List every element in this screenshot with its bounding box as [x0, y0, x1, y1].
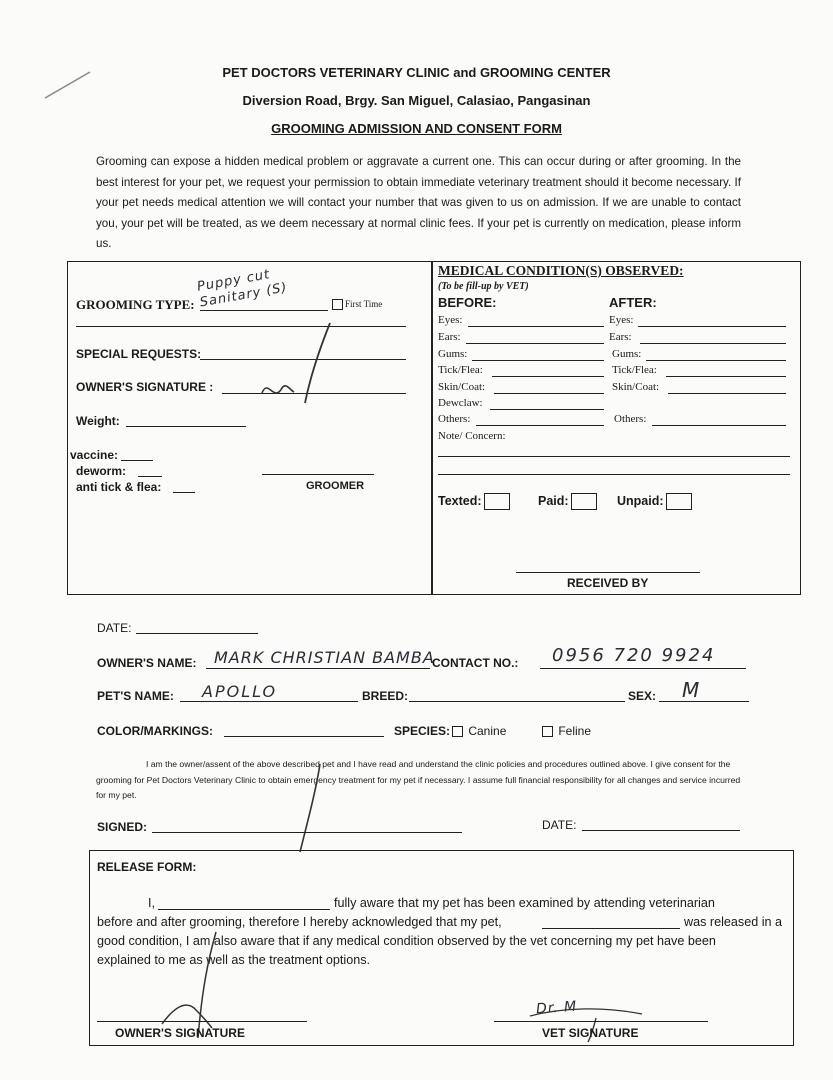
after-item: Skin/Coat: [612, 381, 660, 393]
texted-checkbox[interactable] [484, 493, 510, 510]
texted-field[interactable] [438, 493, 510, 510]
pets-name-label: PET'S NAME: [97, 689, 174, 703]
medical-panel [431, 261, 801, 595]
contact-label: CONTACT NO.: [432, 656, 519, 670]
feline-option[interactable] [542, 724, 591, 738]
vet-signature-label: VET SIGNATURE [542, 1026, 639, 1040]
release-text-line1: fully aware that my pet has been examined by attending veterinarian [334, 896, 715, 910]
consent-date-line[interactable] [582, 830, 740, 831]
after-line[interactable] [668, 393, 786, 394]
anti-tick-label: anti tick & flea: [76, 480, 162, 494]
vaccine-label: vaccine: [70, 448, 119, 462]
before-line[interactable] [494, 393, 604, 394]
owner-release-signature-label: OWNER'S SIGNATURE [115, 1026, 245, 1040]
feline-label: Feline [558, 724, 592, 738]
paid-label: Paid: [538, 493, 569, 508]
before-item: Eyes: [438, 314, 463, 326]
intro-paragraph: Grooming can expose a hidden medical problem or aggravate a current one. This can occur during or after grooming. In the best interest for your pet, we request your permission to obtain immediate veterinary treatment should it become necessary. If your pet needs medical attention we will contact your number that was given to us on admission. If we are unable to contact you, your pet will be treated, as we deem necessary at normal clinic fees. If your pet is currently on medication, please inform us. [96, 155, 741, 250]
groomer-label: GROOMER [306, 480, 365, 492]
after-line[interactable] [640, 343, 786, 344]
sex-label: SEX: [628, 689, 657, 703]
before-item: Skin/Coat: [438, 381, 486, 393]
special-requests-label: SPECIAL REQUESTS: [76, 347, 202, 361]
date-line[interactable] [136, 633, 258, 634]
owner-signature-label: OWNER'S SIGNATURE : [76, 380, 214, 394]
contact-input[interactable]: 0956 720 9924 [552, 645, 716, 666]
canine-option[interactable] [452, 724, 506, 738]
release-name-line[interactable] [158, 909, 330, 910]
species-label: SPECIES: [394, 724, 451, 738]
release-pet-line[interactable] [542, 928, 680, 929]
clinic-name: PET DOCTORS VETERINARY CLINIC and GROOMING CENTER [222, 65, 611, 80]
contact-line [540, 668, 746, 669]
vaccine-line[interactable] [121, 460, 153, 461]
signed-label: SIGNED: [97, 820, 148, 834]
after-line[interactable] [646, 360, 786, 361]
note-line[interactable] [438, 474, 790, 475]
after-item: Ears: [609, 331, 632, 343]
breed-line[interactable] [409, 701, 625, 702]
handwritten-stroke-icon [290, 760, 330, 860]
after-item: Tick/Flea: [612, 364, 657, 376]
after-item: Gums: [612, 348, 642, 360]
before-line[interactable] [472, 360, 604, 361]
consent-paragraph: I am the owner/assent of the above described pet and I have read and understand the clinic policies and procedures outlined above. I give consent for the grooming for Pet Doctors Veterinary Clinic to obtain emergency treatment for my pet if necessary. I assume full financial responsibility for all changes and service incurred for my pet. [96, 759, 741, 800]
release-text-line3: was released in a [684, 915, 783, 929]
note-concern-label: Note/ Concern: [438, 430, 506, 442]
before-line[interactable] [492, 376, 604, 377]
owners-name-line [206, 668, 430, 669]
unpaid-checkbox[interactable] [666, 493, 692, 510]
before-line[interactable] [468, 326, 604, 327]
paid-checkbox[interactable] [571, 493, 597, 510]
canine-checkbox[interactable] [452, 726, 463, 737]
canine-label: Canine [468, 724, 507, 738]
vet-signature-line[interactable] [494, 1021, 708, 1022]
anti-tick-line[interactable] [173, 492, 195, 493]
texted-label: Texted: [438, 493, 482, 508]
before-item: Ears: [438, 331, 461, 343]
unpaid-field[interactable] [617, 493, 692, 510]
note-line[interactable] [438, 456, 790, 457]
first-time-checkbox[interactable] [332, 299, 382, 310]
after-line[interactable] [652, 425, 786, 426]
unpaid-label: Unpaid: [617, 493, 664, 508]
pets-name-input[interactable]: APOLLO [202, 682, 278, 701]
consent-date-label: DATE: [542, 818, 577, 832]
breed-label: BREED: [362, 689, 409, 703]
clinic-address: Diversion Road, Brgy. San Miguel, Calasiao, Pangasinan [242, 93, 591, 108]
after-line[interactable] [638, 326, 786, 327]
pets-name-line [180, 701, 358, 702]
medical-title: MEDICAL CONDITION(S) OBSERVED: [438, 263, 684, 278]
grooming-type-label: GROOMING TYPE: [76, 297, 195, 312]
release-text-line4: good condition, I am also aware that if any medical condition observed by the vet concerning my pet have been [97, 934, 716, 948]
grooming-extra-line [76, 326, 406, 327]
grooming-type-value[interactable]: Puppy cut Sanitary (S) [195, 267, 289, 311]
after-item: Eyes: [609, 314, 634, 326]
before-item: Tick/Flea: [438, 364, 483, 376]
after-line[interactable] [666, 376, 786, 377]
first-time-label: First Time [345, 299, 383, 309]
feline-checkbox[interactable] [542, 726, 553, 737]
date-label: DATE: [97, 621, 132, 635]
grooming-type-line [200, 310, 328, 311]
owners-name-input[interactable]: MARK CHRISTIAN BAMBA [214, 648, 435, 667]
owners-name-label: OWNER'S NAME: [97, 656, 197, 670]
deworm-line[interactable] [138, 476, 162, 477]
after-label: AFTER: [609, 295, 657, 310]
weight-line[interactable] [126, 426, 246, 427]
deworm-label: deworm: [76, 464, 127, 478]
color-markings-label: COLOR/MARKINGS: [97, 724, 213, 738]
sex-input[interactable]: M [682, 678, 701, 702]
release-text-line5: explained to me as well as the treatment options. [97, 953, 371, 967]
before-item: Gums: [438, 348, 468, 360]
received-by-label: RECEIVED BY [567, 576, 649, 590]
release-title: RELEASE FORM: [97, 860, 197, 874]
signed-line[interactable] [152, 832, 462, 833]
handwritten-stroke-icon [250, 318, 350, 408]
after-item: Others: [614, 413, 647, 425]
received-by-line[interactable] [516, 572, 700, 573]
paid-field[interactable] [538, 493, 597, 510]
medical-subtitle: (To be fill-up by VET) [438, 281, 529, 292]
before-line[interactable] [466, 343, 604, 344]
before-line[interactable] [490, 409, 604, 410]
first-time-box[interactable] [332, 299, 343, 310]
release-i-label: I, [148, 896, 155, 910]
form-title: GROOMING ADMISSION AND CONSENT FORM [271, 121, 562, 136]
groomer-line[interactable] [262, 474, 374, 475]
before-item: Others: [438, 413, 471, 425]
color-markings-line[interactable] [224, 736, 384, 737]
release-text-line2: before and after grooming, therefore I hereby acknowledged that my pet, [97, 915, 502, 929]
owner-release-signature-line[interactable] [97, 1021, 307, 1022]
weight-label: Weight: [76, 414, 120, 428]
before-item: Dewclaw: [438, 397, 483, 409]
vet-signature-scrawl: Dr. M [535, 998, 578, 1018]
before-label: BEFORE: [438, 295, 497, 310]
before-line[interactable] [476, 425, 604, 426]
sex-line [659, 701, 749, 702]
